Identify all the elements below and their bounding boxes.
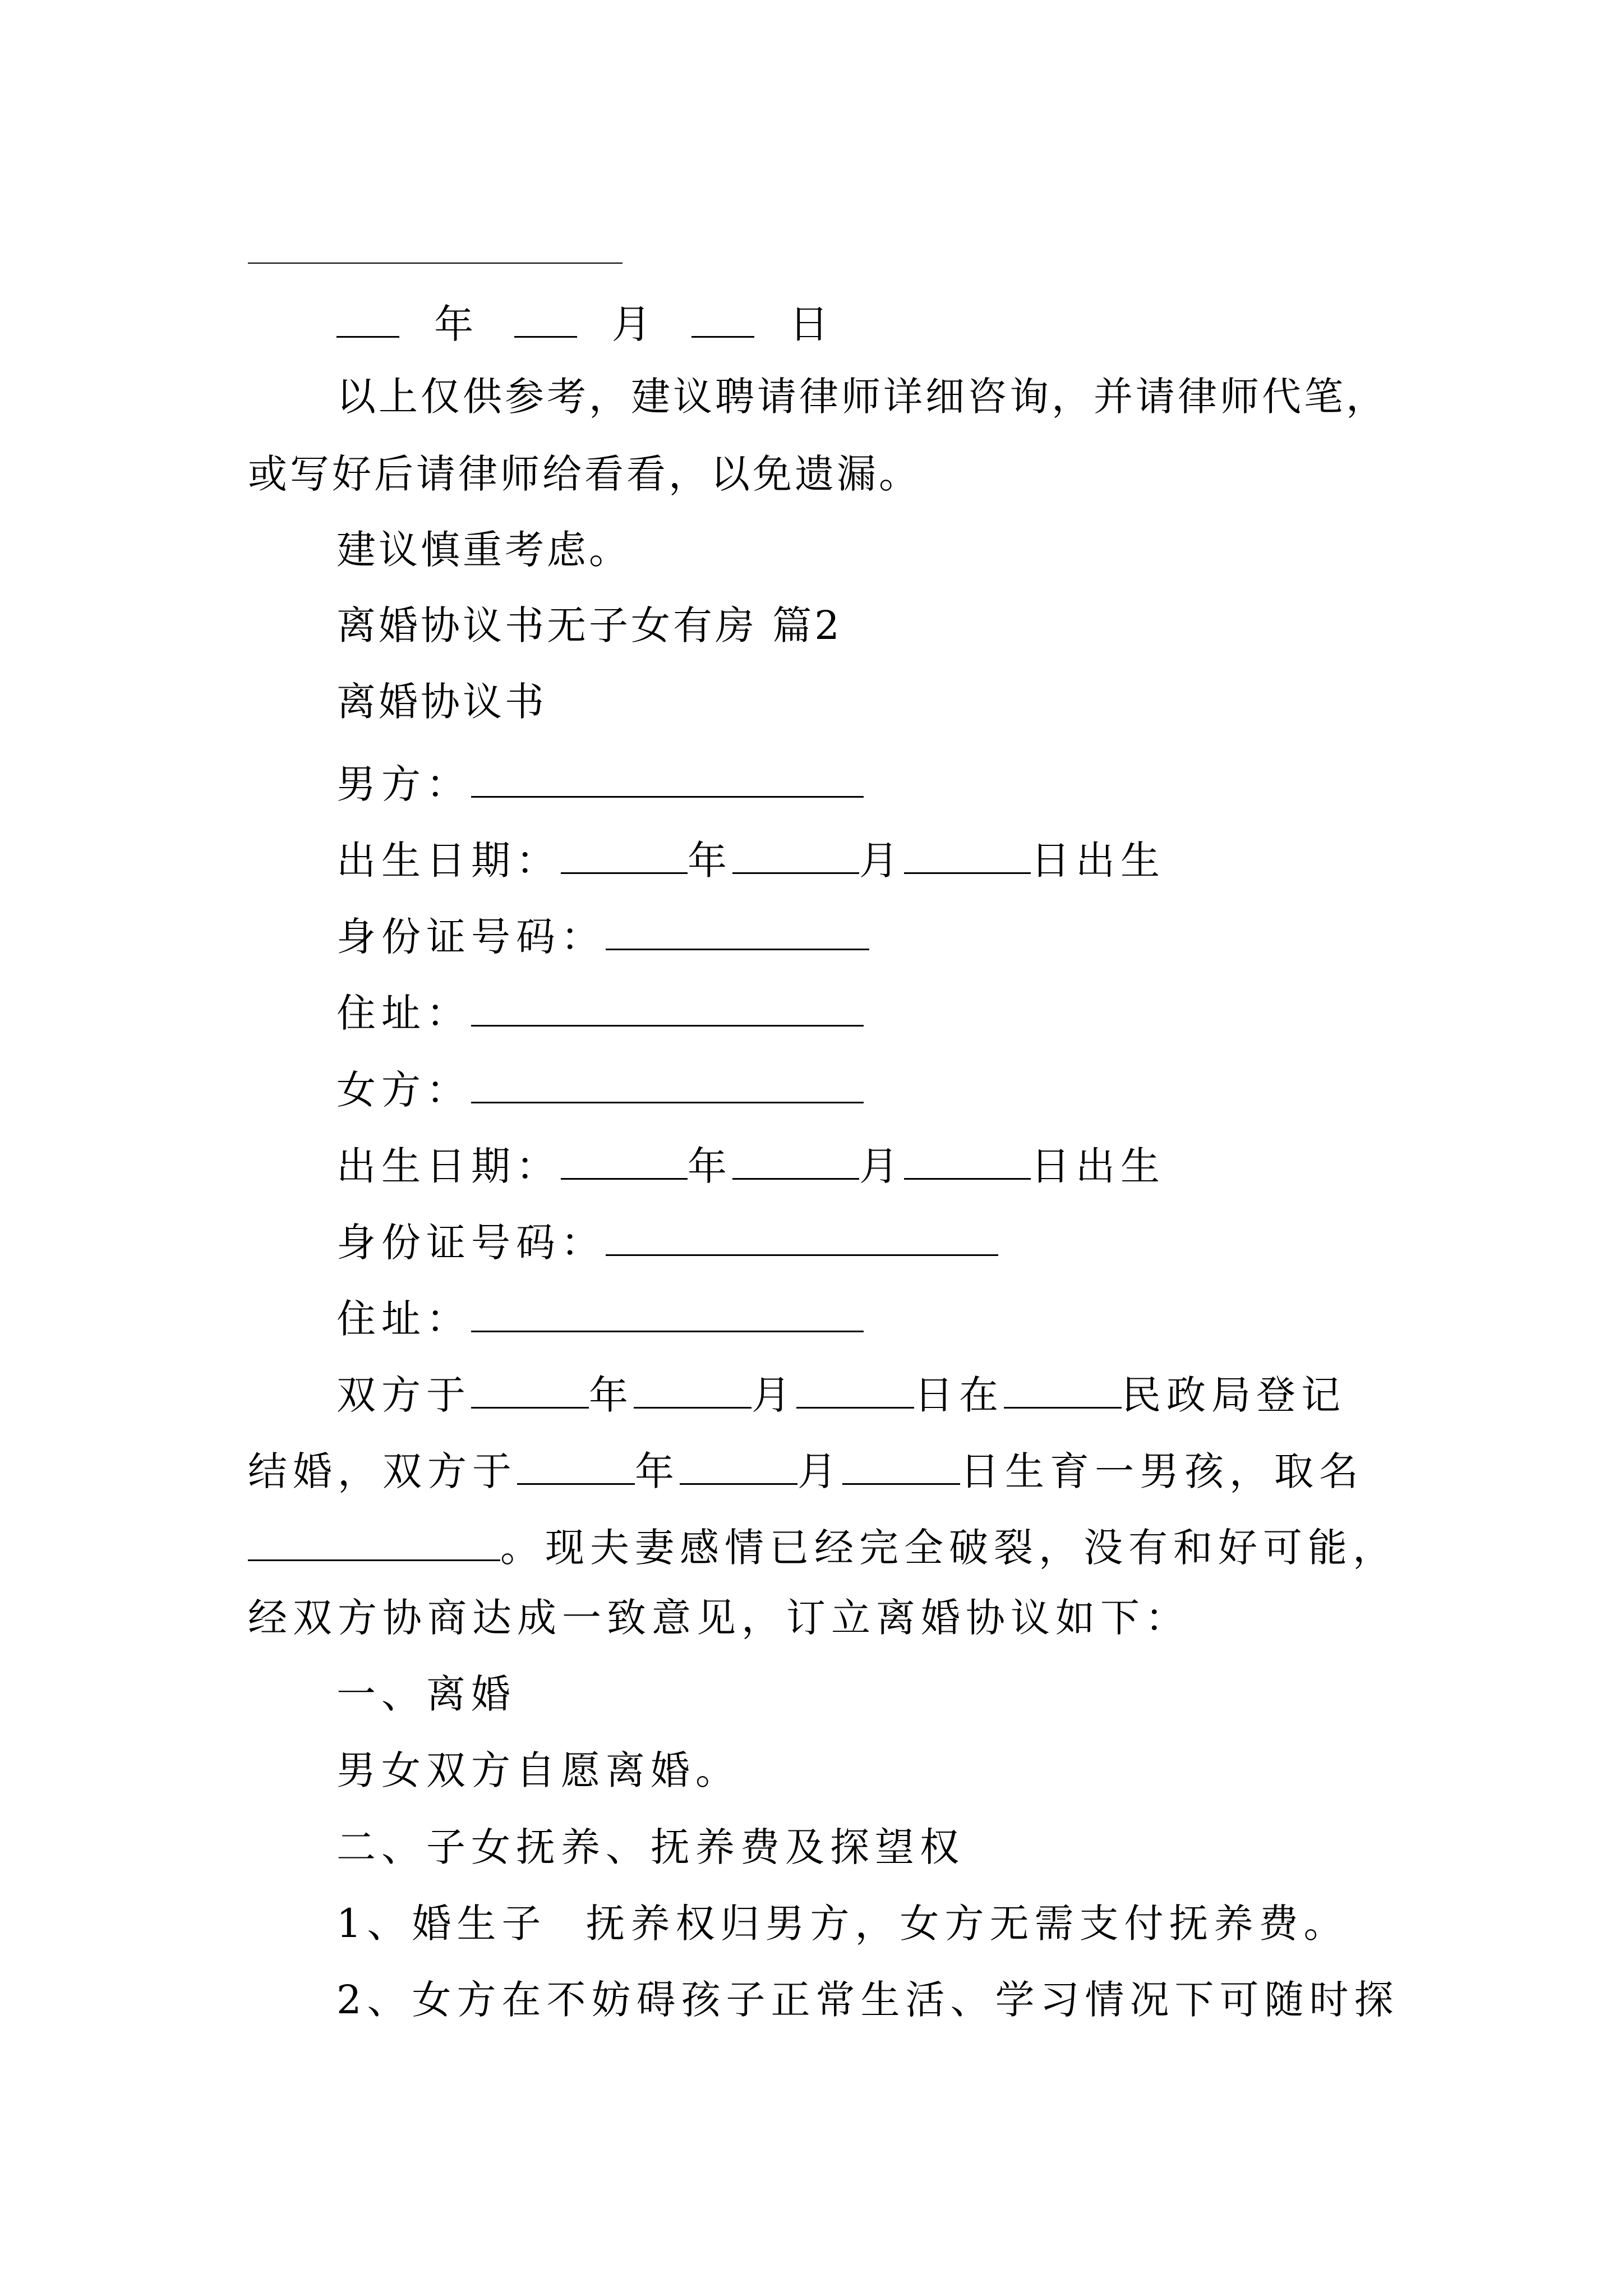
marriage-line3: [248, 1522, 1398, 1571]
female-id-row: [336, 1217, 998, 1266]
child-birth-day-label: 日生育一男孩，取名: [960, 1448, 1364, 1494]
female-birth-month-label: 月: [859, 1143, 904, 1189]
female-birth-month-blank: [732, 1140, 859, 1180]
male-label: 男方：: [336, 761, 471, 807]
bureau-blank: [1004, 1369, 1122, 1409]
female-row: [336, 1064, 864, 1113]
male-address-row: [336, 987, 864, 1036]
marriage-line1: [336, 1369, 1346, 1418]
marriage-day-blank: [796, 1369, 914, 1409]
clause2-item2: 2、女方在不妨碍孩子正常生活、学习情况下可随时探: [336, 1977, 1399, 2023]
female-birth-row: [336, 1140, 1165, 1189]
male-id-label: 身份证号码：: [336, 913, 606, 960]
year-blank: [336, 298, 399, 338]
signature-rule: [248, 263, 623, 264]
child-birth-day-blank: [842, 1446, 960, 1485]
marriage-year-blank: [471, 1369, 589, 1409]
male-address-label: 住址：: [336, 990, 471, 1036]
child-birth-year-blank: [517, 1446, 635, 1485]
male-birth-day-label: 日出生: [1031, 837, 1165, 884]
male-birth-day-blank: [904, 835, 1031, 874]
marriage-day-at-label: 日在: [914, 1372, 1004, 1418]
bureau-label: 民政局登记: [1122, 1372, 1346, 1418]
female-birth-day-label: 日出生: [1031, 1143, 1165, 1189]
relationship-status-text: 。现夫妻感情已经完全破裂，没有和好可能，: [500, 1524, 1398, 1571]
female-name-blank: [471, 1064, 864, 1103]
month-label: 月: [611, 301, 657, 347]
male-row: [336, 758, 864, 807]
section-heading: 离婚协议书无子女有房 篇2: [336, 602, 842, 648]
female-id-blank: [606, 1217, 998, 1256]
male-id-row: [336, 911, 869, 960]
female-label: 女方：: [336, 1066, 471, 1113]
female-address-blank: [471, 1293, 864, 1332]
child-birth-month-label: 月: [797, 1448, 842, 1494]
marriage-line4: 经双方协商达成一致意见，订立离婚协议如下：: [248, 1595, 1190, 1641]
marriage-start-text: 双方于: [336, 1372, 471, 1418]
female-birth-year-blank: [561, 1140, 688, 1180]
female-birth-label: 出生日期：: [336, 1143, 561, 1189]
marriage-month-label: 月: [751, 1372, 796, 1418]
male-birth-month-label: 月: [859, 837, 904, 884]
reference-note-line2: 或写好后请律师给看看，以免遗漏。: [248, 451, 921, 497]
clause1-body: 男女双方自愿离婚。: [336, 1747, 740, 1793]
clause2-item1-custody: 抚养权归男方，女方无需支付抚养费。: [585, 1901, 1349, 1947]
clause2-item1-child: 1、婚生子: [336, 1901, 547, 1947]
reference-note-line1: 以上仅供参考，建议聘请律师详细咨询，并请律师代笔，: [336, 374, 1388, 420]
clause2-title: 二、子女抚养、抚养费及探望权: [336, 1824, 965, 1870]
document-title: 离婚协议书: [336, 679, 547, 725]
child-birth-month-blank: [680, 1446, 797, 1485]
female-address-label: 住址：: [336, 1295, 471, 1342]
male-birth-row: [336, 835, 1165, 884]
female-birth-year-label: 年: [688, 1143, 732, 1189]
child-birth-start-text: 结婚，双方于: [248, 1448, 517, 1494]
male-birth-year-label: 年: [688, 837, 732, 884]
female-id-label: 身份证号码：: [336, 1219, 606, 1266]
day-label: 日: [789, 301, 834, 347]
male-name-blank: [471, 758, 864, 798]
year-label: 年: [434, 301, 479, 347]
female-address-row: [336, 1293, 864, 1342]
clause2-item1: [336, 1901, 1349, 1947]
male-birth-year-blank: [561, 835, 688, 874]
marriage-month-blank: [634, 1369, 751, 1409]
date-line: [336, 298, 834, 347]
male-address-blank: [471, 987, 864, 1027]
month-blank: [514, 298, 577, 338]
consider-note: 建议慎重考虑。: [336, 527, 631, 573]
clause1-title: 一、离婚: [336, 1671, 516, 1717]
male-id-blank: [606, 911, 869, 950]
day-blank: [691, 298, 754, 338]
female-birth-day-blank: [904, 1140, 1031, 1180]
marriage-year-label: 年: [589, 1372, 634, 1418]
child-name-blank: [248, 1522, 500, 1561]
child-birth-year-label: 年: [635, 1448, 680, 1494]
marriage-line2: [248, 1446, 1364, 1494]
male-birth-month-blank: [732, 835, 859, 874]
male-birth-label: 出生日期：: [336, 837, 561, 884]
